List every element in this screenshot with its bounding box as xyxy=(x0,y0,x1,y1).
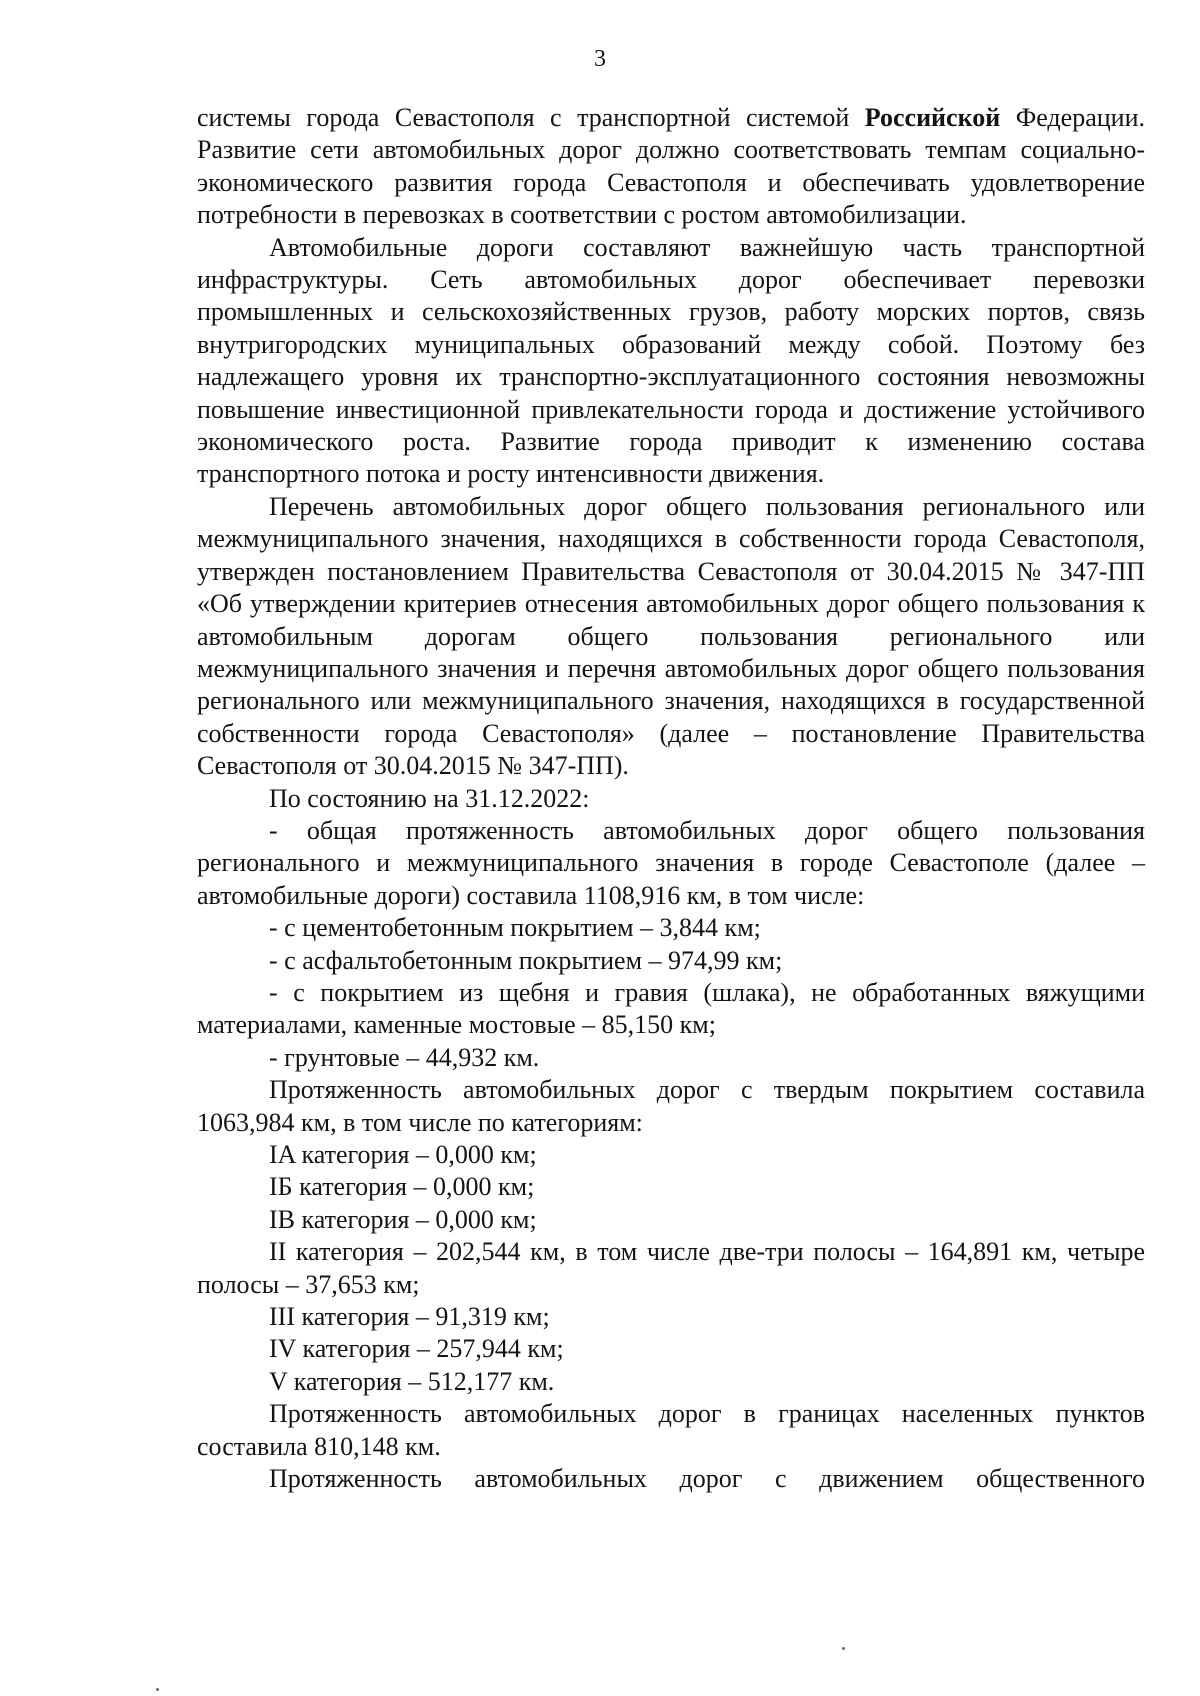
list-item-asphalt-concrete: - с асфальтобетонным покрытием – 974,99 км; xyxy=(269,945,783,975)
list-item-total-length: - общая протяженность автомобильных дорог общего пользования регионального и межмуниципального значения в городе Севастополе (далее – автомобильные дороги) составила 1108,916 км, в том числе: xyxy=(197,815,1145,910)
paragraph-road-importance: Автомобильные дороги составляют важнейшую часть транспортной инфраструктуры. Сеть автомобильных дорог обеспечивает перевозки промышленных и сельскохозяйственных грузов, работу морских портов, связь внутригородских муниципальных образований между собой. Поэтому без надлежащего уровня их транспортно-эксплуатационного состояния невозможны повышение инвестиционной привлекательности города и достижение устойчивого экономического роста. Развитие города приводит к изменению состава транспортного потока и росту интенсивности движения. xyxy=(197,232,1145,489)
paragraph-road-list: Перечень автомобильных дорог общего пользования регионального или межмуниципального значения, находящихся в собственности города Севастополя, утвержден постановлением Правительства Севастополя от 30.04.2015 № 347-ПП «Об утверждении критериев отнесения автомобильных дорог общего пользования к автомобильным дорогам общего пользования регионального или межмуниципального значения и перечня автомобильных дорог общего пользования регионального или межмуниципального значения, находящихся в государственной собственности города Севастополя» (далее – постановление Правительства Севастополя от 30.04.2015 № 347-ПП). xyxy=(197,491,1145,781)
paragraph-hard-surface: Протяженность автомобильных дорог с твердым покрытием составила 1063,984 км, в том числе по категориям: xyxy=(197,1075,1145,1137)
paragraph-status-date: По состоянию на 31.12.2022: xyxy=(269,783,590,813)
category-iii: III категория – 91,319 км; xyxy=(269,1302,550,1332)
list-item-cement-concrete: - с цементобетонным покрытием – 3,844 км; xyxy=(269,913,761,943)
paragraph-public-transport: Протяженность автомобильных дорог с движением общественного xyxy=(269,1464,1145,1494)
page-number: 3 xyxy=(594,46,606,72)
document-body xyxy=(197,102,1145,1495)
paragraph-text: системы города Севастополя с транспортной системой xyxy=(197,103,865,132)
paragraph-text: Федерации. Развитие сети автомобильных дорог должно соответствовать темпам социально-экономического развития города Севастополя и обеспечивать удовлетворение потребности в перевозках в соответствии с ростом автомобилизации. xyxy=(197,103,1145,230)
category-ii: II категория – 202,544 км, в том числе две-три полосы – 164,891 км, четыре полосы – 37,653 км; xyxy=(197,1237,1145,1299)
scan-speck xyxy=(842,1647,845,1650)
paragraph-continuation xyxy=(197,102,1145,232)
list-item-dirt: - грунтовые – 44,932 км. xyxy=(269,1042,540,1072)
category-ib: IБ категория – 0,000 км; xyxy=(269,1172,535,1202)
scan-speck xyxy=(156,1688,159,1691)
category-ia: IA категория – 0,000 км; xyxy=(269,1140,537,1169)
category-v: V категория – 512,177 км. xyxy=(269,1366,555,1396)
category-iv-cyr: IB категория – 0,000 км; xyxy=(269,1204,537,1234)
list-item-gravel: - с покрытием из щебня и гравия (шлака), не обработанных вяжущими материалами, каменные мостовые – 85,150 км; xyxy=(197,977,1145,1040)
paragraph-settlements: Протяженность автомобильных дорог в границах населенных пунктов составила 810,148 км. xyxy=(197,1399,1145,1461)
category-iv: IV категория – 257,944 км; xyxy=(269,1334,564,1364)
bold-word: Российской xyxy=(864,103,1001,132)
